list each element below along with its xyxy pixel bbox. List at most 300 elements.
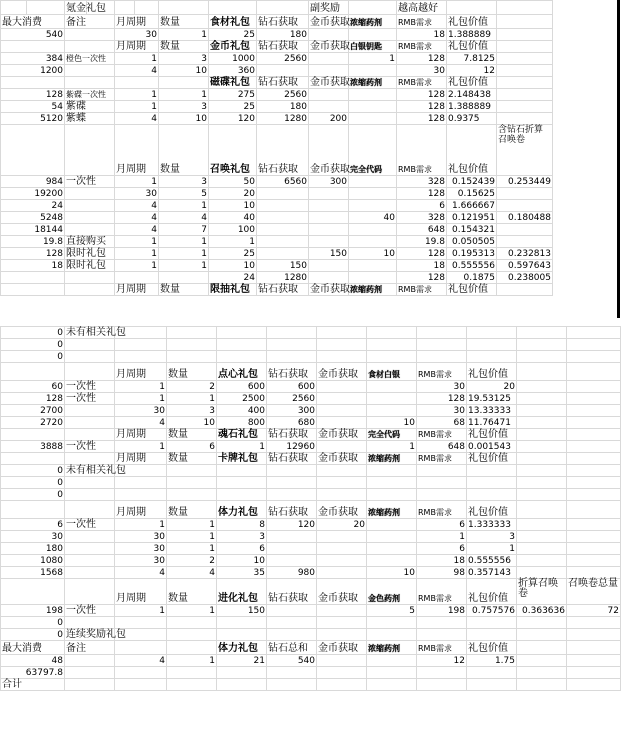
table-cell[interactable]: 984	[1, 176, 65, 188]
table-cell[interactable]: 0.121951	[447, 212, 497, 224]
table-cell[interactable]	[567, 655, 621, 667]
table-cell[interactable]: 6	[217, 543, 267, 555]
table-cell[interactable]	[497, 284, 553, 296]
table-cell[interactable]: 12	[447, 65, 497, 77]
table-cell[interactable]: 浓缩药剂	[367, 453, 417, 465]
table-cell[interactable]	[217, 477, 267, 489]
table-cell[interactable]	[467, 465, 517, 477]
table-cell[interactable]: 0	[1, 629, 65, 641]
table-cell[interactable]: 1	[159, 29, 209, 41]
table-cell[interactable]	[517, 543, 567, 555]
table-cell[interactable]: 未有相关礼包	[66, 465, 126, 476]
table-cell[interactable]	[367, 667, 417, 679]
table-cell[interactable]: 540	[1, 29, 65, 41]
table-cell[interactable]: 10	[159, 65, 209, 77]
table-cell[interactable]: 氪金礼包	[65, 1, 87, 15]
table-cell[interactable]: 25	[209, 29, 257, 41]
table-cell[interactable]: 魂石礼包	[217, 429, 267, 441]
table-cell[interactable]: 1.388889	[447, 101, 497, 113]
table-cell[interactable]	[349, 200, 397, 212]
table-cell[interactable]	[317, 605, 367, 617]
table-cell[interactable]	[417, 351, 467, 363]
table-cell[interactable]: 钻石获取	[257, 77, 309, 89]
table-cell[interactable]	[115, 272, 159, 284]
table-cell[interactable]: 1	[115, 393, 167, 405]
table-cell[interactable]: 10	[209, 200, 257, 212]
table-cell[interactable]: 648	[417, 441, 467, 453]
table-cell[interactable]	[167, 465, 217, 477]
table-cell[interactable]	[517, 531, 567, 543]
table-cell[interactable]: 30	[417, 381, 467, 393]
table-cell[interactable]: 4	[115, 200, 159, 212]
table-cell[interactable]: 20	[317, 519, 367, 531]
table-cell[interactable]: 紫碟一次性	[65, 89, 115, 101]
table-cell[interactable]: 金币获取	[317, 453, 367, 465]
table-cell[interactable]	[1, 284, 65, 296]
table-cell[interactable]: 11.76471	[467, 417, 517, 429]
table-cell[interactable]	[317, 567, 367, 579]
table-cell[interactable]	[115, 641, 167, 655]
table-cell[interactable]	[567, 617, 621, 629]
table-cell[interactable]: 19.53125	[467, 393, 517, 405]
table-cell[interactable]	[497, 65, 553, 77]
table-cell[interactable]: 1	[159, 200, 209, 212]
table-cell[interactable]: 10	[349, 248, 397, 260]
table-cell[interactable]: 0.152439	[447, 176, 497, 188]
table-cell[interactable]	[567, 327, 621, 339]
table-cell[interactable]	[309, 89, 349, 101]
table-cell[interactable]	[65, 501, 115, 519]
table-cell[interactable]: 月周期	[115, 125, 159, 176]
table-cell[interactable]: 540	[267, 655, 317, 667]
table-cell[interactable]	[317, 531, 367, 543]
table-cell[interactable]: 3	[159, 176, 209, 188]
table-cell[interactable]	[65, 188, 115, 200]
table-cell[interactable]	[517, 405, 567, 417]
table-cell[interactable]: 198	[1, 605, 65, 617]
table-cell[interactable]: 礼包价值	[467, 641, 517, 655]
table-cell[interactable]: 0	[1, 327, 65, 339]
table-cell[interactable]: 198	[417, 605, 467, 617]
table-cell[interactable]	[65, 351, 115, 363]
table-cell[interactable]: 礼包价值	[447, 15, 497, 29]
table-cell[interactable]	[317, 417, 367, 429]
table-cell[interactable]: 2560	[267, 393, 317, 405]
table-cell[interactable]	[257, 188, 309, 200]
table-cell[interactable]: RMB需求	[397, 41, 447, 53]
table-cell[interactable]: 浓缩药剂	[349, 284, 397, 296]
table-cell[interactable]	[567, 417, 621, 429]
table-cell[interactable]: 1	[115, 89, 159, 101]
table-cell[interactable]	[567, 667, 621, 679]
table-cell[interactable]: 1	[167, 655, 217, 667]
table-cell[interactable]	[317, 655, 367, 667]
table-cell[interactable]: 30	[1, 531, 65, 543]
table-cell[interactable]: 128	[1, 89, 65, 101]
table-cell[interactable]	[167, 617, 217, 629]
table-cell[interactable]	[317, 477, 367, 489]
table-cell[interactable]: 礼包价值	[467, 429, 517, 441]
table-cell[interactable]	[517, 555, 567, 567]
table-cell[interactable]	[217, 351, 267, 363]
table-cell[interactable]: 0.238005	[497, 272, 553, 284]
table-cell[interactable]	[497, 89, 553, 101]
table-cell[interactable]: 金色药剂	[367, 579, 417, 605]
table-cell[interactable]	[267, 489, 317, 501]
table-cell[interactable]: 40	[349, 212, 397, 224]
table-cell[interactable]: 1.388889	[447, 29, 497, 41]
table-cell[interactable]	[309, 188, 349, 200]
table-cell[interactable]: 月周期	[115, 429, 167, 441]
table-cell[interactable]	[135, 1, 159, 15]
table-cell[interactable]: 20	[467, 381, 517, 393]
table-cell[interactable]: RMB需求	[397, 77, 447, 89]
table-cell[interactable]: 1568	[1, 567, 65, 579]
table-cell[interactable]: 数量	[159, 125, 209, 176]
table-cell[interactable]	[367, 489, 417, 501]
table-cell[interactable]: 0.9375	[447, 113, 497, 125]
table-cell[interactable]	[267, 339, 317, 351]
table-cell[interactable]	[567, 477, 621, 489]
table-cell[interactable]: 0	[1, 477, 65, 489]
table-cell[interactable]: 1	[159, 248, 209, 260]
table-cell[interactable]: 0.253449	[497, 176, 553, 188]
table-cell[interactable]	[497, 41, 553, 53]
table-cell[interactable]: 一次性	[65, 605, 115, 617]
table-cell[interactable]	[497, 1, 553, 15]
table-cell[interactable]: 钻石获取	[257, 125, 309, 176]
table-cell[interactable]	[1, 363, 65, 381]
table-cell[interactable]	[517, 465, 567, 477]
table-cell[interactable]	[217, 339, 267, 351]
table-cell[interactable]	[1, 579, 65, 605]
table-cell[interactable]: 1200	[1, 65, 65, 77]
table-cell[interactable]	[567, 489, 621, 501]
table-cell[interactable]	[27, 1, 65, 15]
table-cell[interactable]	[115, 489, 167, 501]
table-cell[interactable]	[567, 629, 621, 641]
table-cell[interactable]: 最大消费	[1, 15, 65, 29]
table-cell[interactable]: 0.757576	[467, 605, 517, 617]
table-cell[interactable]	[1, 1, 27, 15]
table-cell[interactable]: 4	[115, 655, 167, 667]
table-cell[interactable]	[115, 679, 167, 691]
table-cell[interactable]	[267, 629, 317, 641]
table-cell[interactable]	[517, 339, 567, 351]
table-cell[interactable]	[567, 429, 621, 441]
table-cell[interactable]	[517, 489, 567, 501]
table-cell[interactable]	[567, 339, 621, 351]
table-cell[interactable]: 7	[159, 224, 209, 236]
table-cell[interactable]	[65, 41, 115, 53]
table-cell[interactable]: 白银钥匙	[349, 41, 397, 53]
table-cell[interactable]	[467, 477, 517, 489]
table-cell[interactable]: RMB需求	[417, 363, 467, 381]
table-cell[interactable]	[267, 351, 317, 363]
table-cell[interactable]	[115, 339, 167, 351]
table-cell[interactable]: 4	[115, 417, 167, 429]
table-cell[interactable]: 10	[217, 555, 267, 567]
table-cell[interactable]	[467, 679, 517, 691]
table-cell[interactable]	[167, 489, 217, 501]
table-cell[interactable]	[309, 29, 349, 41]
table-cell[interactable]: 钻石获取	[267, 453, 317, 465]
table-cell[interactable]	[517, 381, 567, 393]
table-cell[interactable]	[517, 667, 567, 679]
table-cell[interactable]	[309, 260, 349, 272]
table-cell[interactable]	[317, 339, 367, 351]
table-cell[interactable]	[65, 667, 115, 679]
table-cell[interactable]	[417, 629, 467, 641]
table-cell[interactable]	[309, 224, 349, 236]
table-cell[interactable]: 6560	[257, 176, 309, 188]
table-cell[interactable]: 浓缩药剂	[349, 77, 397, 89]
table-cell[interactable]	[367, 393, 417, 405]
table-cell[interactable]: 6	[167, 441, 217, 453]
table-cell[interactable]	[497, 15, 553, 29]
table-cell[interactable]	[467, 327, 517, 339]
table-cell[interactable]: 1	[209, 236, 257, 248]
table-cell[interactable]: 月周期	[115, 453, 167, 465]
table-cell[interactable]: 1.75	[467, 655, 517, 667]
table-cell[interactable]: 0.232813	[497, 248, 553, 260]
table-cell[interactable]: 折算召唤卷	[517, 579, 567, 605]
table-cell[interactable]	[517, 477, 567, 489]
table-cell[interactable]: 360	[209, 65, 257, 77]
table-cell[interactable]	[115, 351, 167, 363]
table-cell[interactable]: 300	[267, 405, 317, 417]
table-cell[interactable]	[167, 327, 217, 339]
table-cell[interactable]: 数量	[167, 429, 217, 441]
table-cell[interactable]: 1000	[209, 53, 257, 65]
table-cell[interactable]	[167, 351, 217, 363]
table-cell[interactable]: 金币获取	[310, 284, 350, 295]
table-cell[interactable]: 1	[115, 176, 159, 188]
table-cell[interactable]: 30	[115, 543, 167, 555]
table-cell[interactable]: 4	[115, 113, 159, 125]
table-cell[interactable]: 3	[217, 531, 267, 543]
table-cell[interactable]: 一次性	[65, 441, 115, 453]
table-cell[interactable]	[567, 519, 621, 531]
table-cell[interactable]	[217, 617, 267, 629]
table-cell[interactable]	[65, 65, 115, 77]
table-cell[interactable]: 128	[397, 248, 447, 260]
table-cell[interactable]	[1, 501, 65, 519]
table-cell[interactable]	[65, 429, 115, 441]
table-cell[interactable]	[65, 125, 115, 176]
table-cell[interactable]	[317, 679, 367, 691]
table-cell[interactable]	[349, 1, 397, 15]
table-cell[interactable]: 10	[167, 417, 217, 429]
table-cell[interactable]: 19200	[1, 188, 65, 200]
table-cell[interactable]	[517, 453, 567, 465]
table-cell[interactable]	[367, 555, 417, 567]
table-cell[interactable]	[367, 629, 417, 641]
table-cell[interactable]: 1	[467, 543, 517, 555]
table-cell[interactable]: 紫碟	[65, 101, 115, 113]
table-cell[interactable]: 21	[217, 655, 267, 667]
table-cell[interactable]: 150	[257, 260, 309, 272]
table-cell[interactable]: 6	[417, 519, 467, 531]
table-cell[interactable]	[65, 531, 115, 543]
table-cell[interactable]: 0	[1, 489, 65, 501]
table-cell[interactable]: 备注	[65, 641, 115, 655]
table-cell[interactable]	[267, 327, 317, 339]
table-cell[interactable]	[267, 543, 317, 555]
table-cell[interactable]	[517, 519, 567, 531]
table-cell[interactable]: 68	[417, 417, 467, 429]
table-cell[interactable]: 钻石获取	[257, 15, 309, 29]
table-cell[interactable]: 19.8	[1, 236, 65, 248]
table-cell[interactable]: 680	[267, 417, 317, 429]
table-cell[interactable]: 5120	[1, 113, 65, 125]
table-cell[interactable]: 1	[159, 260, 209, 272]
table-cell[interactable]	[257, 236, 309, 248]
table-cell[interactable]: 275	[209, 89, 257, 101]
table-cell[interactable]: 完全代码	[367, 429, 417, 441]
table-cell[interactable]: 橙色一次性	[65, 53, 115, 65]
table-cell[interactable]: 3	[159, 53, 209, 65]
table-cell[interactable]: 0	[1, 339, 65, 351]
table-cell[interactable]: 4	[115, 65, 159, 77]
table-cell[interactable]: 礼包价值	[447, 77, 497, 89]
table-cell[interactable]	[317, 555, 367, 567]
table-cell[interactable]: 4	[115, 567, 167, 579]
table-cell[interactable]: 600	[217, 381, 267, 393]
table-cell[interactable]: 卡牌礼包	[217, 453, 267, 465]
table-cell[interactable]: 18	[417, 555, 467, 567]
table-cell[interactable]: 1	[367, 441, 417, 453]
table-cell[interactable]	[115, 617, 167, 629]
table-cell[interactable]: 1	[417, 531, 467, 543]
table-cell[interactable]	[517, 655, 567, 667]
table-cell[interactable]	[309, 65, 349, 77]
table-cell[interactable]: 0.15625	[447, 188, 497, 200]
table-cell[interactable]	[517, 327, 567, 339]
table-cell[interactable]: 2560	[257, 89, 309, 101]
table-cell[interactable]: RMB需求	[397, 125, 447, 176]
table-cell[interactable]	[517, 441, 567, 453]
table-cell[interactable]: 数量	[159, 41, 209, 53]
table-cell[interactable]: 128	[397, 53, 447, 65]
table-cell[interactable]	[367, 543, 417, 555]
table-cell[interactable]: 一次性	[65, 381, 115, 393]
table-cell[interactable]	[447, 1, 497, 15]
table-cell[interactable]	[367, 405, 417, 417]
table-cell[interactable]: RMB需求	[417, 641, 467, 655]
table-cell[interactable]: 金币获取	[317, 579, 367, 605]
table-cell[interactable]: 月周期	[115, 284, 159, 296]
table-cell[interactable]	[267, 605, 317, 617]
table-cell[interactable]	[317, 465, 367, 477]
table-cell[interactable]: 进化礼包	[217, 579, 267, 605]
table-cell[interactable]: 合计	[1, 679, 65, 691]
table-cell[interactable]: 0.363636	[517, 605, 567, 617]
table-cell[interactable]: 数量	[167, 453, 217, 465]
table-cell[interactable]	[317, 441, 367, 453]
table-cell[interactable]	[267, 477, 317, 489]
table-cell[interactable]: 19.8	[397, 236, 447, 248]
table-cell[interactable]: 钻石获取	[267, 363, 317, 381]
table-cell[interactable]	[209, 1, 257, 15]
table-cell[interactable]	[217, 679, 267, 691]
table-cell[interactable]	[257, 212, 309, 224]
table-cell[interactable]	[317, 489, 367, 501]
table-cell[interactable]: 钻石获取	[257, 284, 309, 296]
table-cell[interactable]: 4	[115, 212, 159, 224]
table-cell[interactable]: 礼包价值	[447, 125, 497, 176]
table-cell[interactable]	[115, 667, 167, 679]
table-cell[interactable]: 1	[167, 543, 217, 555]
table-cell[interactable]	[467, 351, 517, 363]
table-cell[interactable]: 180	[257, 29, 309, 41]
table-cell[interactable]: RMB需求	[417, 429, 467, 441]
table-cell[interactable]	[65, 417, 115, 429]
table-cell[interactable]	[497, 29, 553, 41]
table-cell[interactable]: 384	[1, 53, 65, 65]
table-cell[interactable]: 一次性	[65, 176, 115, 188]
table-cell[interactable]: 5248	[1, 212, 65, 224]
table-cell[interactable]: 数量	[167, 363, 217, 381]
table-cell[interactable]: 一次性	[65, 519, 115, 531]
table-cell[interactable]: 金币获取	[310, 77, 350, 88]
table-cell[interactable]: 0.050505	[447, 236, 497, 248]
table-cell[interactable]: 180	[257, 101, 309, 113]
table-cell[interactable]: 180	[1, 543, 65, 555]
table-cell[interactable]: 128	[397, 272, 447, 284]
table-cell[interactable]	[309, 272, 349, 284]
table-cell[interactable]	[65, 477, 115, 489]
table-cell[interactable]: 30	[115, 188, 159, 200]
table-cell[interactable]	[367, 465, 417, 477]
table-cell[interactable]: 限时礼包	[65, 248, 115, 260]
table-cell[interactable]	[257, 65, 309, 77]
table-cell[interactable]: 13.33333	[467, 405, 517, 417]
table-cell[interactable]: 1	[167, 519, 217, 531]
table-cell[interactable]	[567, 501, 621, 519]
table-cell[interactable]	[567, 555, 621, 567]
table-cell[interactable]: 0.555556	[467, 555, 517, 567]
table-cell[interactable]: RMB需求	[417, 453, 467, 465]
table-cell[interactable]: 0.001543	[467, 441, 517, 453]
table-cell[interactable]: 3	[467, 531, 517, 543]
table-cell[interactable]: RMB需求	[397, 15, 447, 29]
table-cell[interactable]	[309, 101, 349, 113]
table-cell[interactable]	[517, 679, 567, 691]
table-cell[interactable]: 18	[397, 260, 447, 272]
table-cell[interactable]	[217, 629, 267, 641]
table-cell[interactable]: 越高越好	[397, 1, 447, 15]
table-cell[interactable]	[417, 339, 467, 351]
table-cell[interactable]	[309, 236, 349, 248]
table-cell[interactable]: 召唤礼包	[209, 125, 257, 176]
table-cell[interactable]: 月周期	[115, 579, 167, 605]
table-cell[interactable]: RMB需求	[417, 579, 467, 605]
table-cell[interactable]	[349, 260, 397, 272]
table-cell[interactable]: 钻石获取	[267, 579, 317, 605]
table-cell[interactable]	[517, 363, 567, 381]
table-cell[interactable]: 1080	[1, 555, 65, 567]
table-cell[interactable]	[65, 284, 115, 296]
table-cell[interactable]: 1	[115, 260, 159, 272]
table-cell[interactable]	[517, 617, 567, 629]
table-cell[interactable]	[65, 363, 115, 381]
table-cell[interactable]: 18	[397, 29, 447, 41]
table-cell[interactable]: 648	[397, 224, 447, 236]
table-cell[interactable]	[267, 531, 317, 543]
table-cell[interactable]: 1	[159, 236, 209, 248]
table-cell[interactable]: 磁碟礼包	[209, 77, 257, 89]
